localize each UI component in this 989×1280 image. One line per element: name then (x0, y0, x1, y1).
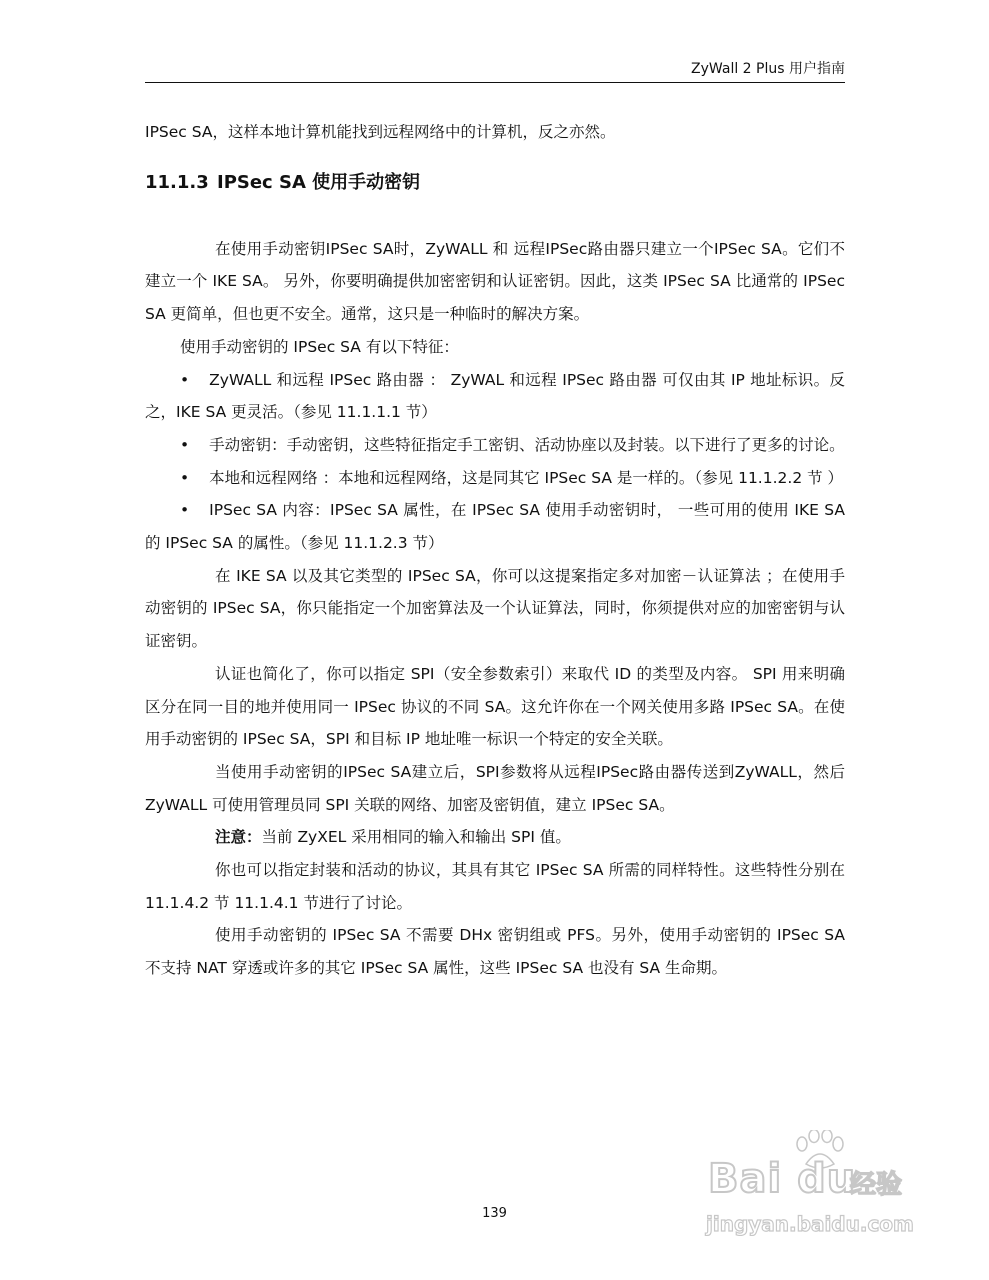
paragraph-1: 在使用手动密钥IPSec SA时，ZyWALL 和 远程IPSec路由器只建立一个IPSec SA。它们不建立一个 IKE SA。 另外，你要明确提供加密密钥和认证密钥。因此，这类 IPSec SA 比通常的 IPSec SA 更简单，但也更不安全。通常，这只是一种临时的解决方案。 (145, 239, 845, 324)
bullet-text: 本地和远程网络 ：本地和远程网络，这是同其它 IPSec SA 是一样的。（参见 11.1.2.2 节 ） (209, 468, 844, 487)
document-body (145, 116, 845, 985)
bullet-text: ZyWALL 和远程 IPSec 路由器 ： ZyWAL 和远程 IPSec 路由器 可仅由其 IP 地址标识。反之，IKE SA 更灵活。（参见 11.1.1.1 节） (145, 370, 845, 422)
bullet-mark: • (180, 501, 190, 520)
paragraph-6: 你也可以指定封装和活动的协议，其具有其它 IPSec SA 所需的同样特性。这些特性分别在 11.1.4.2 节 11.1.4.1 节进行了讨论。 (145, 861, 845, 912)
section-title: IPSec SA 使用手动密钥 (217, 171, 421, 193)
watermark-url: jingyan.baidu.com (706, 1212, 914, 1236)
paragraph-2: 使用手动密钥的 IPSec SA 有以下特征： (180, 337, 459, 356)
bullet-text: IPSec SA 内容：IPSec SA 属性，在 IPSec SA 使用手动密钥时， 一些可用的使用 IKE SA 的 IPSec SA 的属性。（参见 11.1.2.3 节） (145, 501, 845, 553)
bullet-item-3 (145, 462, 845, 495)
running-header: ZyWall 2 Plus 用户指南 (691, 61, 845, 77)
page-number: 139 (482, 1206, 507, 1221)
note (145, 821, 845, 854)
header-divider (145, 82, 845, 83)
paragraph-7: 使用手动密钥的 IPSec SA 不需要 DHx 密钥组或 PFS。另外，使用手动密钥的 IPSec SA 不支持 NAT 穿透或许多的其它 IPSec SA 属性，这些 IPSec SA 也没有 SA 生命期。 (145, 926, 845, 978)
bullet-text: 手动密钥：手动密钥，这些特征指定手工密钥、活动协座以及封装。以下进行了更多的讨论。 (209, 435, 845, 454)
paragraph-3: 在 IKE SA 以及其它类型的 IPSec SA，你可以这提案指定多对加密－认证算法 ；在使用手动密钥的 IPSec SA，你只能指定一个加密算法及一个认证算法，同时，你须提供对应的加密密钥与认证密钥。 (145, 566, 845, 651)
watermark-product: 经验 (850, 1170, 903, 1200)
intro-line: IPSec SA，这样本地计算机能找到远程网络中的计算机，反之亦然。 (145, 123, 616, 141)
note-label: 注意： (215, 828, 262, 847)
paragraph-5: 当使用手动密钥的IPSec SA建立后，SPI参数将从远程IPSec路由器传送到ZyWALL，然后 ZyWALL 可使用管理员同 SPI 关联的网络、加密及密钥值，建立 IPSec SA。 (145, 762, 845, 814)
bullet-item-2 (145, 429, 845, 462)
watermark-brand: Bai du (708, 1156, 857, 1202)
bullet-item-1 (145, 364, 845, 429)
bullet-item-4 (145, 494, 845, 559)
bullet-mark: • (180, 370, 190, 389)
baidu-watermark (700, 1130, 930, 1240)
bullet-mark: • (180, 435, 190, 454)
section-heading (145, 171, 845, 195)
section-number: 11.1.3 (145, 171, 209, 193)
note-text: 当前 ZyXEL 采用相同的输入和输出 SPI 值。 (261, 828, 571, 847)
paragraph-4: 认证也简化了，你可以指定 SPI（安全参数索引）来取代 ID 的类型及内容。 SPI 用来明确区分在同一目的地并使用同一 IPSec 协议的不同 SA。这允许你在一个网关使用多路 IPSec SA。在使用手动密钥的 IPSec SA，SPI 和目标 IP 地址唯一标识一个特定的安全关联。 (145, 664, 845, 749)
bullet-mark: • (180, 468, 190, 487)
